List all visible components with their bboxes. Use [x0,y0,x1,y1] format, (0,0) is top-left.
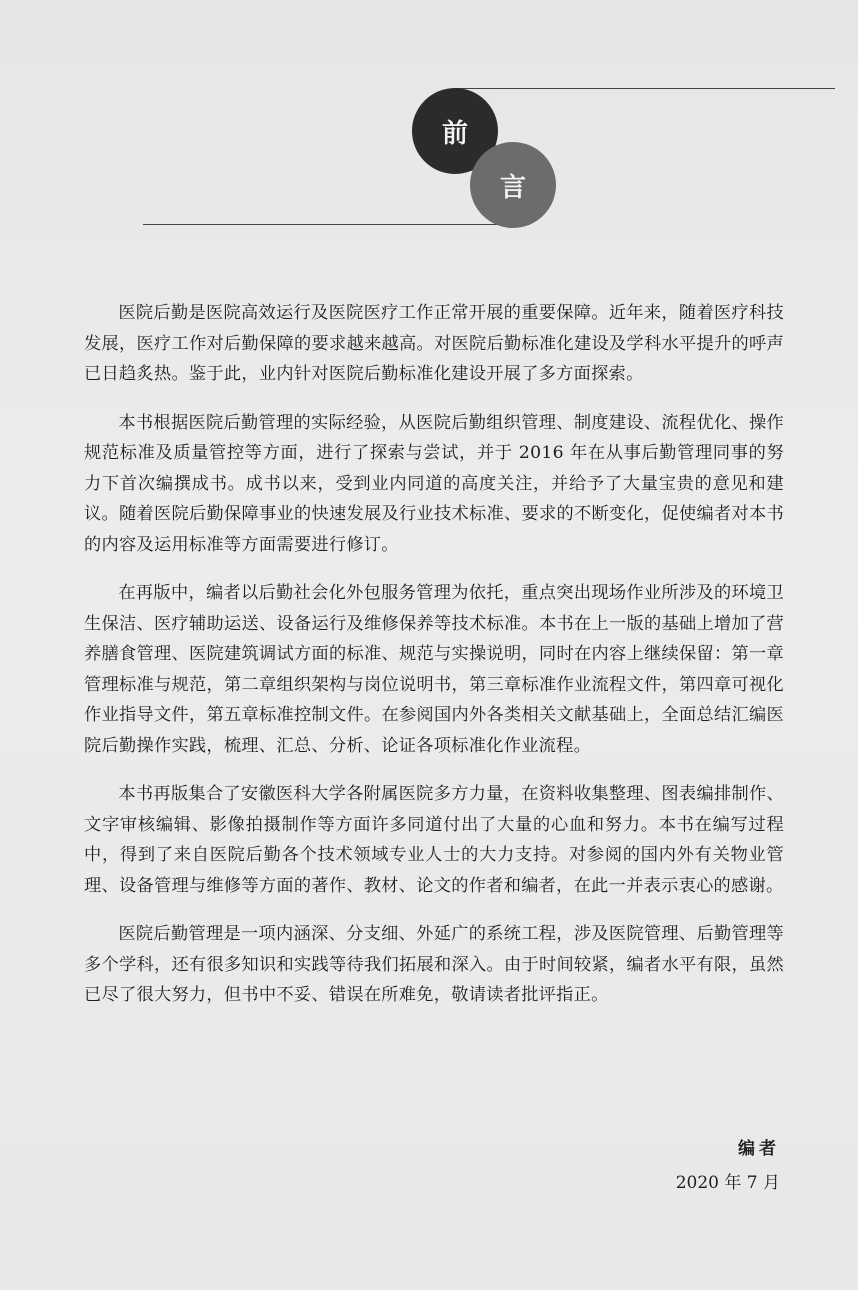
signature-date: 2020 年 7 月 [675,1173,780,1193]
paragraph: 本书再版集合了安徽医科大学各附属医院多方力量，在资料收集整理、图表编排制作、文字审核编辑、影像拍摄制作等方面许多同道付出了大量的心血和努力。本书在编写过程中，得到了来自医院后勤各个技术领域专业人士的大力支持。对参阅的国内外有关物业管理、设备管理与维修等方面的著作、教材、论文的作者和编者，在此一并表示衷心的感谢。 [84,784,784,896]
paragraph: 医院后勤是医院高效运行及医院医疗工作正常开展的重要保障。近年来，随着医疗科技发展，医疗工作对后勤保障的要求越来越高。对医院后勤标准化建设及学科水平提升的呼声已日趋炙热。鉴于此，业内针对医院后勤标准化建设开展了多方面探索。 [84,303,784,384]
header-rule-bottom [143,224,503,225]
header-rule-top [455,88,835,89]
title-char-1: 前 [441,118,468,149]
preface-body [84,298,784,1029]
signature-author: 编者 [738,1139,780,1159]
title-circle-2 [470,142,556,228]
signature-block [676,1132,780,1200]
title-char-2: 言 [499,172,526,203]
paragraph: 本书根据医院后勤管理的实际经验，从医院后勤组织管理、制度建设、流程优化、操作规范标准及质量管控等方面，进行了探索与尝试，并于 2016 年在从事后勤管理同事的努力下首次编撰成书。成书以来，受到业内同道的高度关注，并给予了大量宝贵的意见和建议。随着医院后勤保障事业的快速发展及行业技术标准、要求的不断变化，促使编者对本书的内容及运用标准等方面需要进行修订。 [84,412,784,555]
paragraph: 在再版中，编者以后勤社会化外包服务管理为依托，重点突出现场作业所涉及的环境卫生保洁、医疗辅助运送、设备运行及维修保养等技术标准。本书在上一版的基础上增加了营养膳食管理、医院建筑调试方面的标准、规范与实操说明，同时在内容上继续保留：第一章管理标准与规范，第二章组织架构与岗位说明书，第三章标准作业流程文件，第四章可视化作业指导文件，第五章标准控制文件。在参阅国内外各类相关文献基础上，全面总结汇编医院后勤操作实践，梳理、汇总、分析、论证各项标准化作业流程。 [84,583,784,756]
paragraph: 医院后勤管理是一项内涵深、分支细、外延广的系统工程，涉及医院管理、后勤管理等多个学科，还有很多知识和实践等待我们拓展和深入。由于时间较紧，编者水平有限，虽然已尽了很大努力，但书中不妥、错误在所难免，敬请读者批评指正。 [84,924,784,1005]
